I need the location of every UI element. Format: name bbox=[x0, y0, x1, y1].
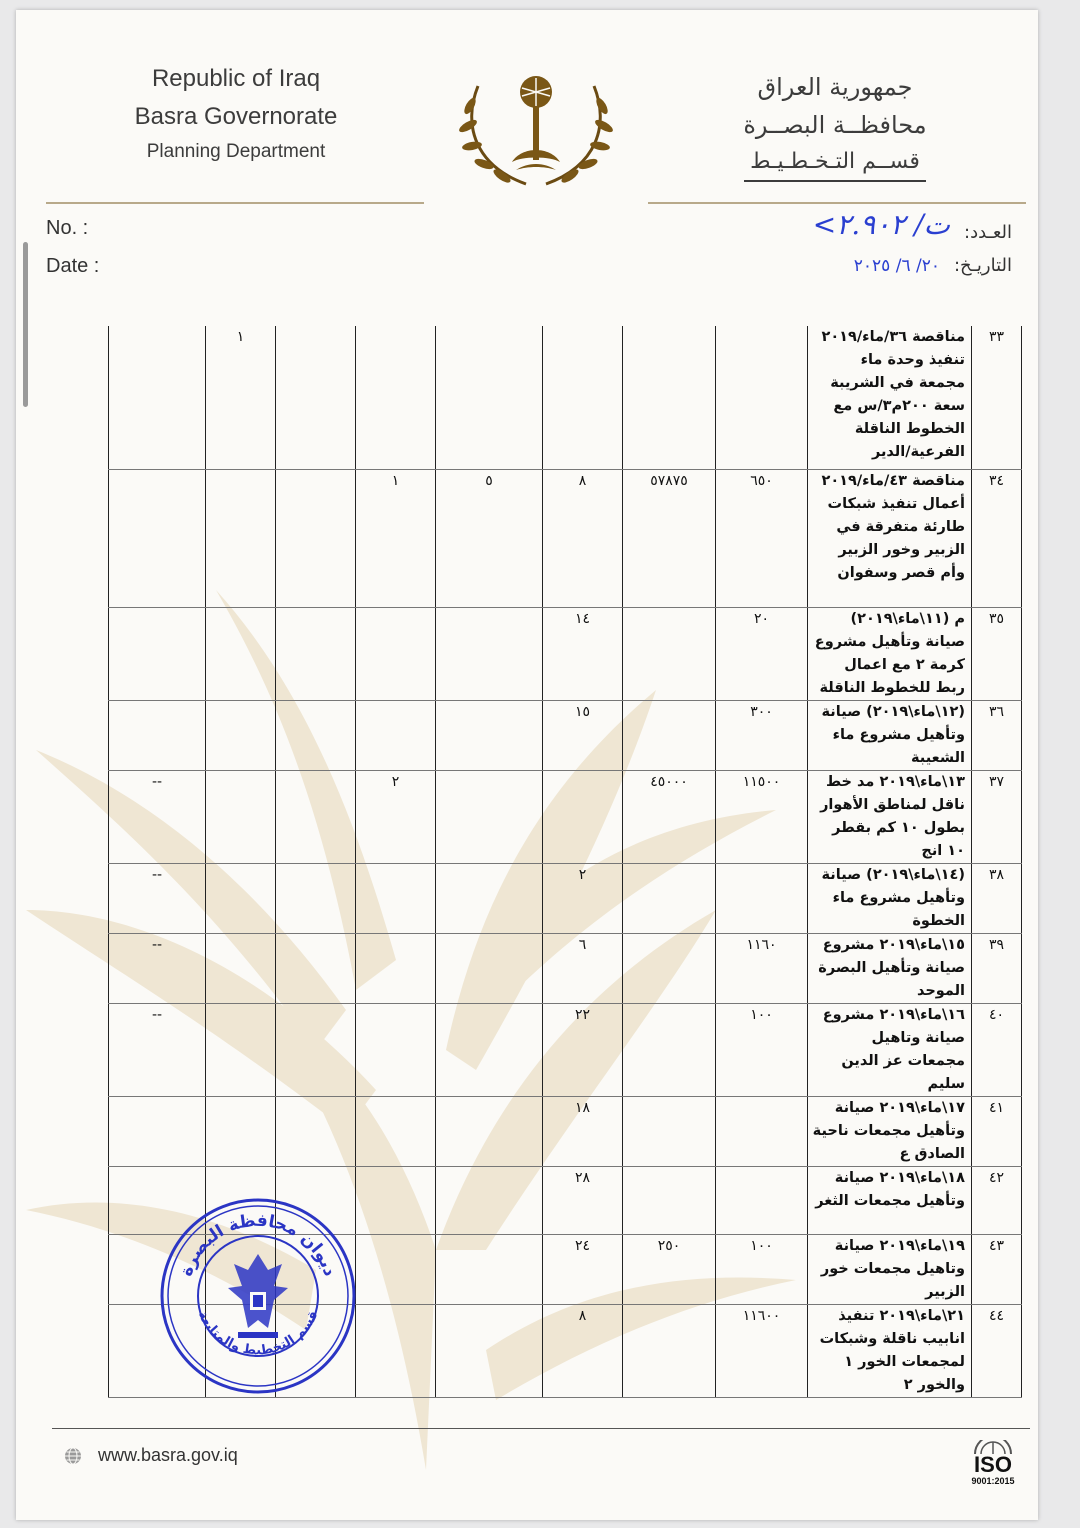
value-cell bbox=[436, 1003, 543, 1096]
value-cell: ١٤ bbox=[543, 607, 623, 700]
table-row bbox=[109, 700, 1022, 770]
sequence-cell: ٣٧ bbox=[972, 770, 1022, 863]
project-description-cell: (١٢\ماء\٢٠١٩) صيانة وتأهيل مشروع ماء الشعيبة bbox=[808, 700, 972, 770]
value-cell bbox=[276, 326, 356, 469]
date-label: Date : bbox=[46, 255, 100, 277]
value-cell bbox=[356, 1304, 436, 1397]
project-description-cell: ١٥\ماء\٢٠١٩ مشروع صيانة وتأهيل البصرة الموحد bbox=[808, 933, 972, 1003]
stamp-outer-text: ديوان محافظة البصرة bbox=[176, 1210, 340, 1279]
header-ar-country: جمهورية العراق bbox=[757, 73, 913, 101]
sequence-cell: ٤٠ bbox=[972, 1003, 1022, 1096]
value-cell bbox=[436, 1166, 543, 1234]
value-cell: ٢ bbox=[356, 770, 436, 863]
globe-icon bbox=[64, 1447, 82, 1465]
stamp-bottom-text: قسم التخطيط والمتابعة bbox=[194, 1308, 322, 1359]
header-arabic bbox=[700, 68, 970, 182]
value-cell bbox=[276, 1096, 356, 1166]
table-row bbox=[109, 326, 1022, 469]
sequence-cell: ٤٢ bbox=[972, 1166, 1022, 1234]
iso-certification-badge bbox=[964, 1440, 1022, 1502]
number-label-arabic: العـدد: bbox=[964, 222, 1012, 243]
value-cell bbox=[356, 700, 436, 770]
value-cell bbox=[206, 770, 276, 863]
website-link[interactable]: www.basra.gov.iq bbox=[98, 1445, 238, 1465]
header-en-country: Republic of Iraq bbox=[151, 65, 321, 92]
reference-number: ت/ ٢.٩٠٢> bbox=[812, 208, 950, 241]
project-description-cell: مناقصة ٤٣/ماء/٢٠١٩ أعمال تنفيذ شبكات طارئة متفرقة في الزبير وخور الزبير وأم قصر وسفوان bbox=[808, 469, 972, 607]
sequence-cell: ٣٦ bbox=[972, 700, 1022, 770]
value-cell bbox=[716, 1096, 808, 1166]
value-cell bbox=[276, 700, 356, 770]
value-cell bbox=[623, 1166, 716, 1234]
project-description-cell: ١٦\ماء\٢٠١٩ مشروع صيانة وتاهيل مجمعات عز الدين سليم bbox=[808, 1003, 972, 1096]
value-cell bbox=[206, 1096, 276, 1166]
project-description-cell: م (١١\ماء\٢٠١٩) صيانة وتأهيل مشروع كرمة ٢ مع اعمال ربط للخطوط الناقلة bbox=[808, 607, 972, 700]
sequence-cell: ٤٤ bbox=[972, 1304, 1022, 1397]
project-description-cell: ١٨\ماء\٢٠١٩ صيانة وتأهيل مجمعات الثغر bbox=[808, 1166, 972, 1234]
value-cell bbox=[436, 1304, 543, 1397]
value-cell bbox=[356, 326, 436, 469]
value-cell: ١ bbox=[356, 469, 436, 607]
table-row bbox=[109, 770, 1022, 863]
value-cell bbox=[543, 326, 623, 469]
iso-mark: ISO bbox=[974, 1452, 1012, 1477]
value-cell bbox=[206, 469, 276, 607]
value-cell bbox=[623, 700, 716, 770]
value-cell: ٥٧٨٧٥ bbox=[623, 469, 716, 607]
value-cell: ٦٥٠ bbox=[716, 469, 808, 607]
value-cell bbox=[623, 326, 716, 469]
table-row bbox=[109, 1003, 1022, 1096]
sequence-cell: ٣٣ bbox=[972, 326, 1022, 469]
sequence-cell: ٤٣ bbox=[972, 1234, 1022, 1304]
value-cell bbox=[436, 933, 543, 1003]
value-cell bbox=[109, 1096, 206, 1166]
table-row bbox=[109, 863, 1022, 933]
sequence-cell: ٣٥ bbox=[972, 607, 1022, 700]
header-en-governorate: Basra Governorate bbox=[134, 103, 338, 130]
value-cell bbox=[623, 1096, 716, 1166]
value-cell: ٢٥٠ bbox=[623, 1234, 716, 1304]
value-cell bbox=[436, 1096, 543, 1166]
value-cell: ٥ bbox=[436, 469, 543, 607]
value-cell bbox=[623, 933, 716, 1003]
value-cell: ١٥ bbox=[543, 700, 623, 770]
header-rule-right bbox=[648, 202, 1026, 204]
value-cell bbox=[356, 863, 436, 933]
value-cell: ٢٨ bbox=[543, 1166, 623, 1234]
value-cell bbox=[276, 770, 356, 863]
project-description-cell: ١٣\ماء\٢٠١٩ مد خط ناقل لمناطق الأهوار بطول ١٠ كم بقطر ١٠ انج bbox=[808, 770, 972, 863]
value-cell bbox=[436, 607, 543, 700]
value-cell: ٨ bbox=[543, 469, 623, 607]
value-cell bbox=[543, 770, 623, 863]
table-row bbox=[109, 469, 1022, 607]
value-cell: ٢ bbox=[543, 863, 623, 933]
header-ar-governorate: محافظــة البصــرة bbox=[743, 111, 927, 139]
value-cell bbox=[109, 469, 206, 607]
value-cell bbox=[356, 933, 436, 1003]
value-cell: -- bbox=[109, 1003, 206, 1096]
document-page bbox=[16, 10, 1038, 1520]
value-cell bbox=[206, 700, 276, 770]
value-cell: ١١٥٠٠ bbox=[716, 770, 808, 863]
value-cell bbox=[436, 326, 543, 469]
value-cell bbox=[623, 863, 716, 933]
header-rule-left bbox=[46, 202, 424, 204]
sequence-cell: ٤١ bbox=[972, 1096, 1022, 1166]
value-cell bbox=[716, 1166, 808, 1234]
sequence-cell: ٣٤ bbox=[972, 469, 1022, 607]
header-en-department: Planning Department bbox=[146, 141, 326, 162]
table-row bbox=[109, 933, 1022, 1003]
number-label: No. : bbox=[46, 217, 89, 239]
value-cell bbox=[436, 770, 543, 863]
header-english bbox=[116, 60, 356, 168]
value-cell bbox=[276, 607, 356, 700]
value-cell bbox=[109, 326, 206, 469]
scroll-indicator bbox=[23, 242, 28, 407]
value-cell bbox=[109, 607, 206, 700]
value-cell bbox=[206, 863, 276, 933]
project-description-cell: ١٧\ماء\٢٠١٩ صيانة وتأهيل مجمعات ناحية الصادق ع bbox=[808, 1096, 972, 1166]
value-cell bbox=[276, 1003, 356, 1096]
value-cell: ٤٥٠٠٠ bbox=[623, 770, 716, 863]
sequence-cell: ٣٩ bbox=[972, 933, 1022, 1003]
value-cell bbox=[623, 1304, 716, 1397]
value-cell bbox=[436, 863, 543, 933]
value-cell: ١٨ bbox=[543, 1096, 623, 1166]
value-cell: ٢٠ bbox=[716, 607, 808, 700]
value-cell: ٣٠٠ bbox=[716, 700, 808, 770]
value-cell bbox=[206, 933, 276, 1003]
value-cell bbox=[276, 469, 356, 607]
value-cell bbox=[436, 700, 543, 770]
value-cell bbox=[356, 1166, 436, 1234]
footer-rule bbox=[52, 1428, 1030, 1429]
value-cell: ١١٦٠٠ bbox=[716, 1304, 808, 1397]
document-date: ٢٠/ ٦/ ٢٠٢٥ bbox=[853, 256, 940, 276]
value-cell bbox=[356, 1003, 436, 1096]
value-cell bbox=[276, 933, 356, 1003]
value-cell: ٢٤ bbox=[543, 1234, 623, 1304]
value-cell: ٢٢ bbox=[543, 1003, 623, 1096]
sequence-cell: ٣٨ bbox=[972, 863, 1022, 933]
value-cell: -- bbox=[109, 933, 206, 1003]
value-cell: -- bbox=[109, 770, 206, 863]
project-description-cell: مناقصة ٣٦/ماء/٢٠١٩ تنفيذ وحدة ماء مجمعة في الشريبة سعة ٢٠٠م٣/س مع الخطوط الناقلة الفرعية/الدير bbox=[808, 326, 972, 469]
value-cell bbox=[206, 1003, 276, 1096]
header-ar-department: قســم التـخـطـيـط bbox=[744, 144, 926, 182]
value-cell bbox=[356, 1234, 436, 1304]
value-cell bbox=[436, 1234, 543, 1304]
value-cell bbox=[623, 1003, 716, 1096]
value-cell bbox=[109, 700, 206, 770]
value-cell bbox=[623, 607, 716, 700]
iso-globe-icon bbox=[973, 1440, 1013, 1454]
value-cell bbox=[716, 863, 808, 933]
value-cell: ١١٦٠ bbox=[716, 933, 808, 1003]
table-row bbox=[109, 1096, 1022, 1166]
value-cell: ١ bbox=[206, 326, 276, 469]
basra-emblem-icon bbox=[456, 66, 616, 196]
value-cell: ٨ bbox=[543, 1304, 623, 1397]
value-cell: ١٠٠ bbox=[716, 1234, 808, 1304]
value-cell: -- bbox=[109, 863, 206, 933]
date-label-arabic: التاريـخ: bbox=[953, 255, 1012, 276]
value-cell bbox=[356, 1096, 436, 1166]
value-cell: ١٠٠ bbox=[716, 1003, 808, 1096]
value-cell bbox=[206, 607, 276, 700]
project-description-cell: ٢١\ماء\٢٠١٩ تنفيذ انابيب ناقلة وشبكات لمجمعات الخور ١ والخور ٢ bbox=[808, 1304, 972, 1397]
table-row bbox=[109, 607, 1022, 700]
value-cell bbox=[716, 326, 808, 469]
value-cell: ٦ bbox=[543, 933, 623, 1003]
iso-standard: 9001:2015 bbox=[971, 1476, 1015, 1486]
official-stamp bbox=[158, 1196, 358, 1396]
project-description-cell: (١٤\ماء\٢٠١٩) صيانة وتأهيل مشروع ماء الخطوة bbox=[808, 863, 972, 933]
value-cell bbox=[356, 607, 436, 700]
value-cell bbox=[276, 863, 356, 933]
eagle-emblem-icon bbox=[228, 1254, 288, 1338]
project-description-cell: ١٩\ماء\٢٠١٩ صيانة وتاهيل مجمعات خور الزبير bbox=[808, 1234, 972, 1304]
